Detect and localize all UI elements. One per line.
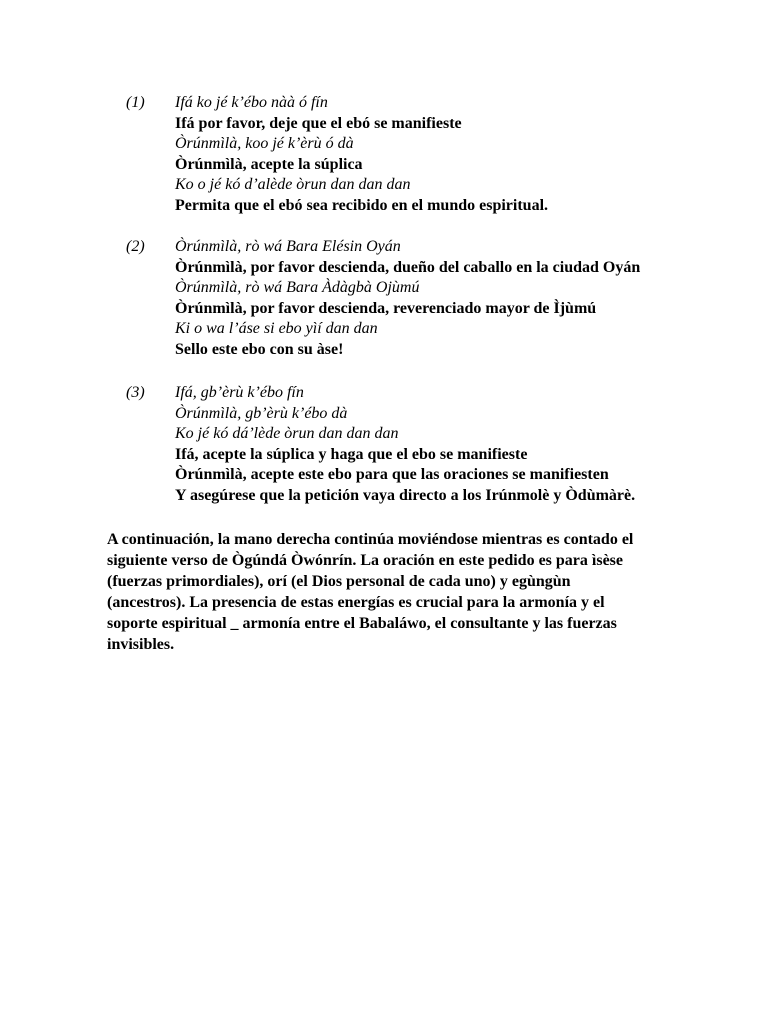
verse-line-yoruba: Òrúnmìlà, gb’èrù k’ébo dà (175, 404, 348, 422)
verse-lines (175, 383, 735, 506)
verse-line-yoruba: Ko jé kó dá’lède òrun dan dan dan (175, 425, 399, 442)
verse-line-spanish: Òrúnmìlà, acepte la súplica (175, 155, 363, 173)
verse-line-spanish: Sello este ebo con su àse! (175, 340, 344, 358)
paragraph-line: invisibles. (107, 636, 175, 653)
body-paragraph (107, 529, 663, 655)
paragraph-line: siguiente verso de Ògúndá Òwónrín. La oración en este pedido es para ìsèse (107, 552, 624, 569)
verse-line-spanish: Y asegúrese que la petición vaya directo a los Irúnmolè y Òdùmàrè. (175, 486, 636, 504)
verse-line-yoruba: Òrúnmìlà, rò wá Bara Àdàgbà Ojùmú (175, 279, 420, 296)
paragraph-line: A continuación, la mano derecha continúa moviéndose mientras es contado el (107, 531, 634, 548)
verse-line-yoruba: Ifá ko jé k’ébo nàà ó fín (175, 94, 328, 111)
verse-line-spanish: Òrúnmìlà, por favor descienda, reverenciado mayor de Ìjùmú (175, 299, 597, 317)
verse-line-spanish: Ifá por favor, deje que el ebó se manifieste (175, 114, 462, 132)
verse-line-yoruba: Òrúnmìlà, rò wá Bara Elésin Oyán (175, 238, 401, 255)
verse-lines (175, 93, 735, 216)
paragraph-line: soporte espiritual _ armonía entre el Babaláwo, el consultante y las fuerzas (107, 615, 617, 632)
verse-number: (2) (126, 238, 145, 255)
verse-lines (175, 237, 735, 360)
verse-line-spanish: Ifá, acepte la súplica y haga que el ebo se manifieste (175, 445, 528, 463)
verse-line-yoruba: Ifá, gb’èrù k’ébo fín (175, 384, 304, 401)
verse-line-spanish: Òrúnmìlà, acepte este ebo para que las oraciones se manifiesten (175, 466, 609, 483)
verse-line-spanish: Permita que el ebó sea recibido en el mundo espiritual. (175, 196, 549, 214)
verse-number: (3) (126, 384, 145, 401)
verse-number: (1) (126, 94, 145, 111)
paragraph-line: (fuerzas primordiales), orí (el Dios personal de cada uno) y egùngùn (107, 573, 571, 590)
verse-line-spanish: Òrúnmìlà, por favor descienda, dueño del caballo en la ciudad Oyán (175, 258, 641, 276)
verse-line-yoruba: Òrúnmìlà, koo jé k’èrù ó dà (175, 135, 354, 152)
paragraph-line: (ancestros). La presencia de estas energías es crucial para la armonía y el (107, 594, 605, 611)
verse-line-yoruba: Ko o jé kó d’alède òrun dan dan dan (175, 176, 411, 193)
verse-line-yoruba: Ki o wa l’áse si ebo yìí dan dan (175, 320, 378, 337)
